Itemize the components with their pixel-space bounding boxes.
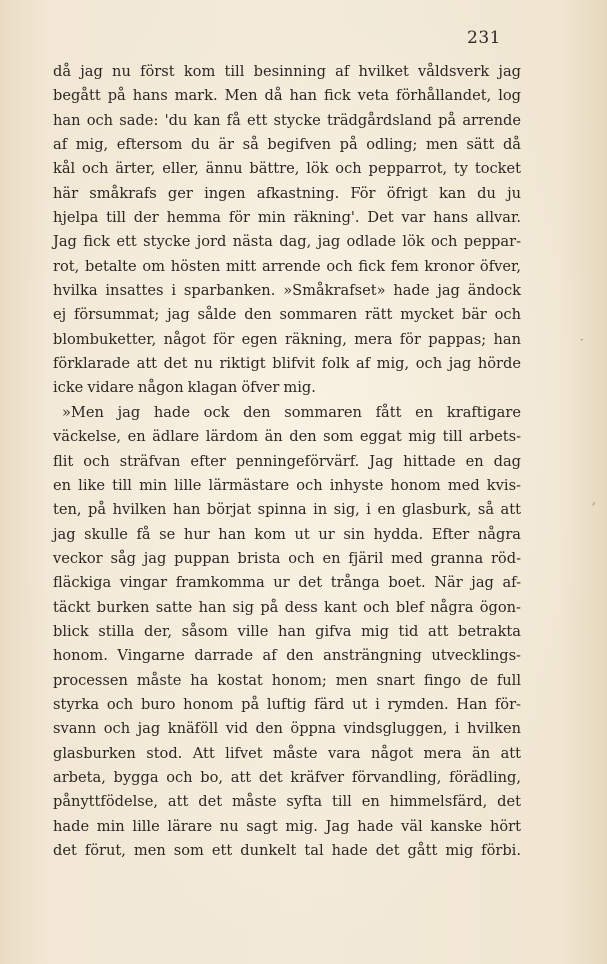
text-line: af mig, eftersom du är så begifven på odling; men sätt då [53, 136, 521, 154]
text-line: han och sade: 'du kan få ett stycke trädgårdsland på arrende [53, 111, 521, 129]
margin-mark: · [580, 333, 584, 347]
text-line: det förut, men som ett dunkelt tal hade det gått mig förbi. [53, 842, 521, 859]
text-line: begått på hans mark. Men då han fick veta förhållandet, log [53, 87, 521, 105]
text-line: svann och jag knäföll vid den öppna vindsgluggen, i hvilken [53, 720, 521, 738]
text-line: processen måste ha kostat honom; men snart fingo de full [53, 671, 521, 689]
text-line: rot, betalte om hösten mitt arrende och fick fem kronor öfver, [53, 257, 521, 275]
text-line: förklarade att det nu riktigt blifvit folk af mig, och jag hörde [53, 355, 521, 373]
paragraph-end-line: icke vidare någon klagan öfver mig. [53, 379, 316, 397]
text-line: hade min lille lärare nu sagt mig. Jag hade väl kanske hört [53, 817, 521, 835]
page-number: 231 [467, 28, 501, 48]
paragraph-start-line: »Men jag hade ock den sommaren fått en kraftigare [62, 403, 521, 421]
text-line: Jag fick ett stycke jord nästa dag, jag odlade lök och peppar- [53, 233, 521, 251]
text-line: jag skulle få se hur han kom ut ur sin hydda. Efter några [53, 525, 521, 543]
text-line: flit och sträfvan efter penningeförvärf. Jag hittade en dag [53, 452, 521, 470]
text-line: ten, på hvilken han börjat spinna in sig, i en glasburk, så att [53, 501, 521, 519]
text-line: styrka och buro honom på luftig färd ut i rymden. Han för- [53, 695, 521, 713]
text-line: blick stilla der, såsom ville han gifva mig tid att betrakta [53, 622, 521, 640]
text-line: då jag nu först kom till besinning af hvilket våldsverk jag [53, 63, 521, 80]
text-line: blombuketter, något för egen räkning, mera för pappas; han [53, 330, 521, 348]
text-line: väckelse, en ädlare lärdom än den som eggat mig till arbets- [53, 428, 521, 446]
text-line: kål och ärter, eller, ännu bättre, lök och pepparrot, ty tocket [53, 160, 521, 178]
text-line: ej försummat; jag sålde den sommaren rätt mycket bär och [53, 306, 521, 324]
text-line: veckor såg jag puppan brista och en fjäril med granna röd- [53, 549, 521, 567]
text-line: arbeta, bygga och bo, att det kräfver förvandling, förädling, [53, 768, 521, 786]
text-line: glasburken stod. Att lifvet måste vara något mera än att [53, 744, 521, 762]
text-line: en like till min lille lärmästare och inhyste honom med kvis- [53, 476, 521, 494]
margin-mark: , [592, 493, 596, 507]
text-line: fläckiga vingar framkomma ur det trånga boet. När jag af- [53, 574, 521, 592]
text-line: hjelpa till der hemma för min räkning'. Det var hans allvar. [53, 209, 521, 227]
text-line: här småkrafs ger ingen afkastning. För öfrigt kan du ju [53, 184, 521, 202]
text-line: honom. Vingarne darrade af den ansträngning utvecklings- [53, 647, 521, 665]
text-line: hvilka insattes i sparbanken. »Småkrafset» hade jag ändock [53, 282, 521, 300]
text-line: pånyttfödelse, att det måste syfta till en himmelsfärd, det [53, 793, 521, 811]
body-text [53, 60, 521, 863]
text-line: täckt burken satte han sig på dess kant och blef några ögon- [53, 598, 521, 616]
